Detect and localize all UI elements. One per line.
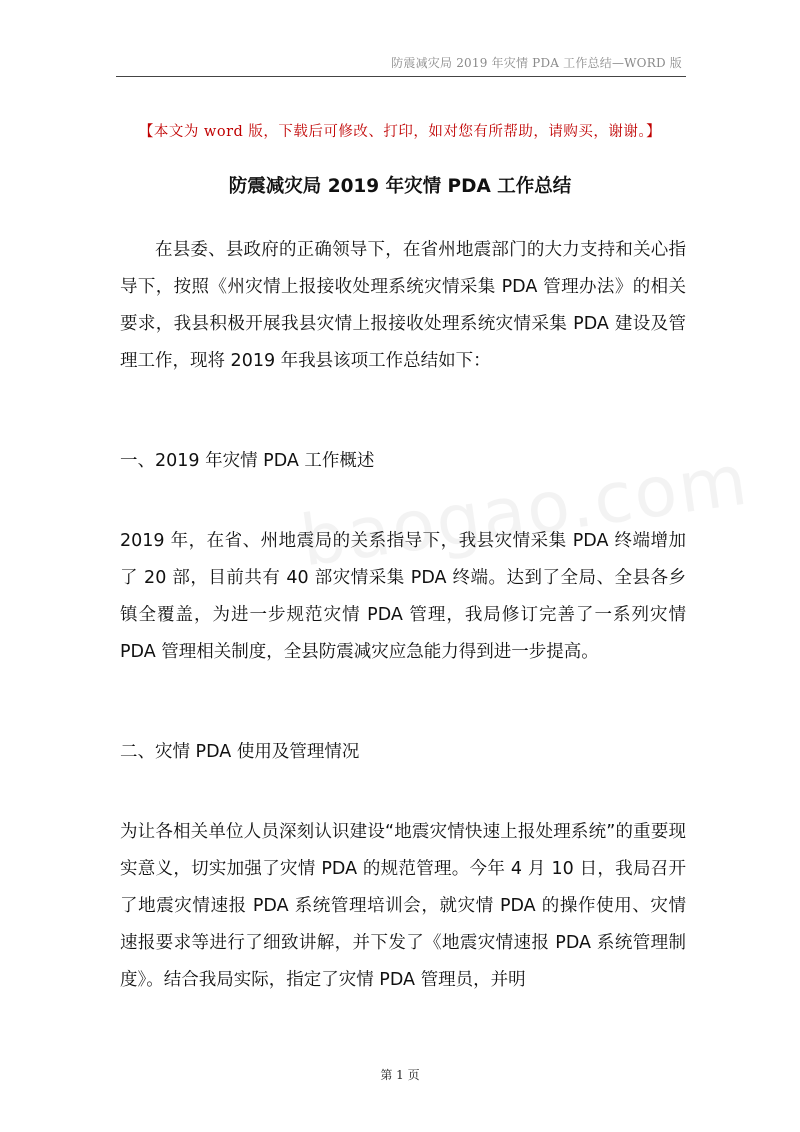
running-header: 防震减灾局 2019 年灾情 PDA 工作总结—WORD 版: [391, 56, 682, 70]
intro-paragraph: 在县委、县政府的正确领导下，在省州地震部门的大力支持和关心指导下，按照《州灾情上报接收处理系统灾情采集 PDA 管理办法》的相关要求，我县积极开展我县灾情上报接收处理系统灾情采集 PDA 建设及管理工作，现将 2019 年我县该项工作总结如下：: [120, 240, 686, 371]
header-rule: [116, 76, 686, 77]
section-2-heading: 二、灾情 PDA 使用及管理情况: [120, 742, 360, 762]
section-1-paragraph: 2019 年，在省、州地震局的关系指导下，我县灾情采集 PDA 终端增加了 20 部，目前共有 40 部灾情采集 PDA 终端。达到了全局、全县各乡镇全覆盖，为进一步规范灾情 PDA 管理，我局修订完善了一系列灾情 PDA 管理相关制度，全县防震减灾应急能力得到进一步提高。: [120, 531, 686, 662]
section-1-heading: 一、2019 年灾情 PDA 工作概述: [120, 451, 375, 471]
page-number: 第 1 页: [380, 1068, 420, 1082]
section-2-paragraph: 为让各相关单位人员深刻认识建设“地震灾情快速上报处理系统”的重要现实意义，切实加强了灾情 PDA 的规范管理。今年 4 月 10 日，我局召开了地震灾情速报 PDA 系统管理培训会，就灾情 PDA 的操作使用、灾情速报要求等进行了细致讲解，并下发了《地震灾情速报 PDA 系统管理制度》。结合我局实际，指定了灾情 PDA 管理员，并明: [120, 822, 686, 990]
document-title: 防震减灾局 2019 年灾情 PDA 工作总结: [228, 176, 572, 197]
purchase-notice: 【本文为 word 版，下载后可修改、打印，如对您有所帮助，请购买，谢谢。】: [138, 124, 662, 140]
